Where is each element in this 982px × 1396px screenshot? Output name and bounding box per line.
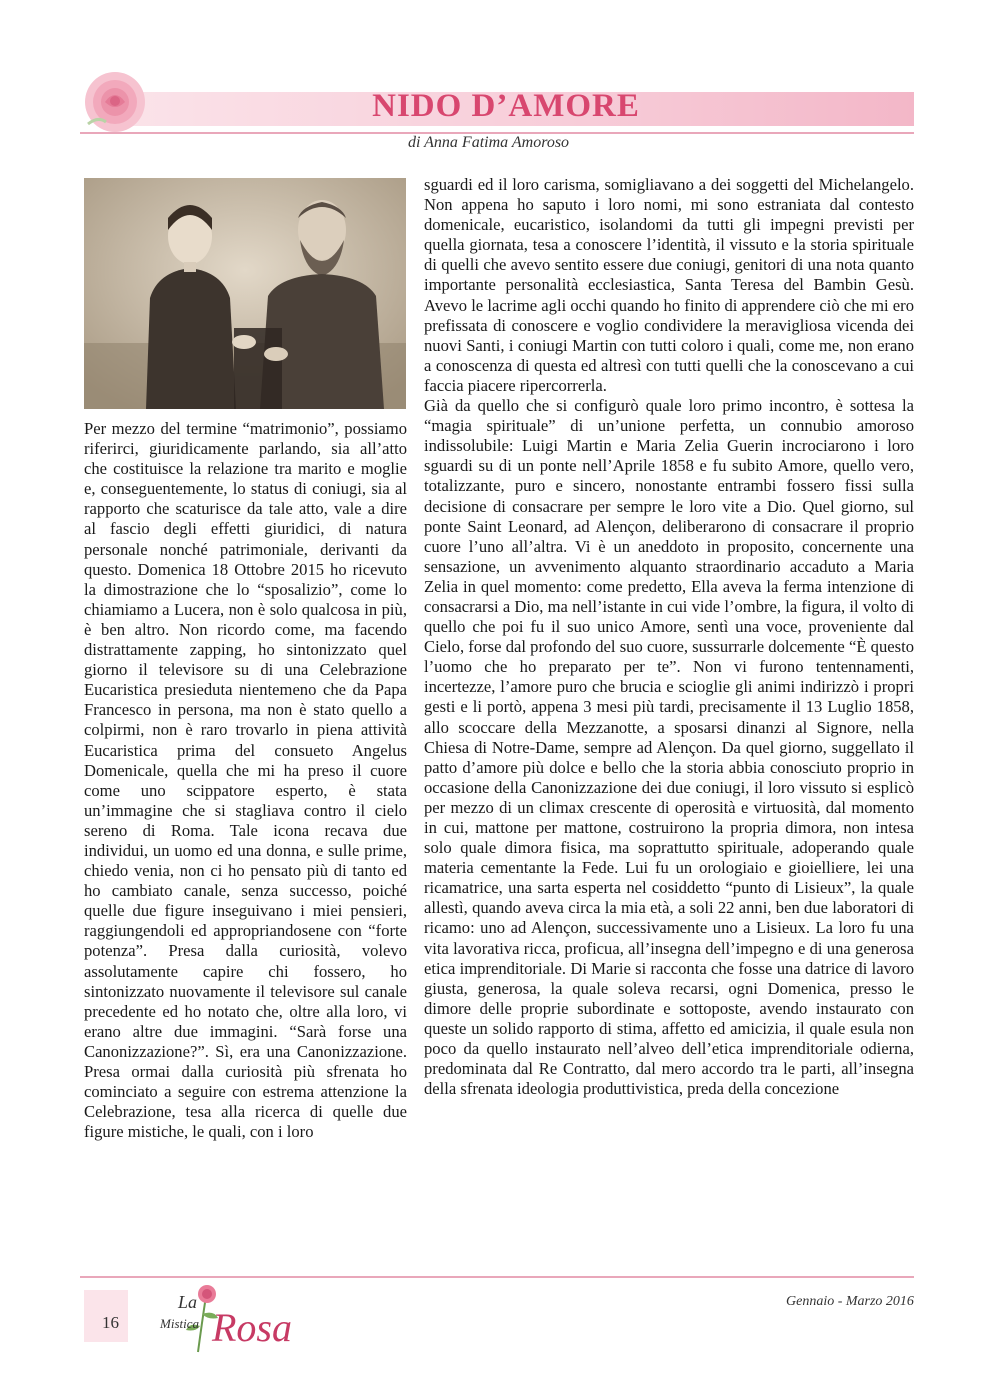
article-title: NIDO D’AMORE [372,88,640,124]
issue-date: Gennaio - Marzo 2016 [786,1294,914,1309]
vintage-couple-photo [84,178,406,409]
article-author: di Anna Fatima Amoroso [408,134,570,151]
article-paragraph: Già da quello che si configurò quale loro primo incontro, è sottesa la “magia spirituale” di un’unione perfetta, un connubio amoroso indissolubile: Luigi Martin e Maria Zelia Guerin incrociarono i loro sguardi su di un ponte nell’Aprile 1858 e fu subito Amore, quello vero, totalizzante, puro e sincero, nonostante entrambi fossero fissi sulla decisione di consacrare per sempre le loro vite a Dio. Quel giorno, sul ponte Saint Leonard, ad Alençon, deliberarono di consacrare il proprio cuore l’uno all’altra. Vi è un aneddoto in proposito, concernente una sensazione, un avvenimento alquanto straordinario accaduto a Maria Zelia in quel momento: come predetto, Ella aveva la ferma intenzione di consacrarsi a Dio, ma nell’istante in cui vide l’ombre, la figura, il volto di quello che poi fu il suo unico Amore, sentì una voce, proveniente dal Cielo, forse dal profondo del suo cuore, sussurrarle dolcemente “È questo l’uomo che ho preparato per te”. Non vi furono tentennamenti, incertezze, l’amore puro che brucia e scioglie gli animi indirizzò i propri gesti e li portò, appena 3 mesi più tardi, precisamente il 13 Luglio 1858, allo scoccare della Mezzanotte, a sposarsi dinanzi al Signore, nella Chiesa di Notre-Dame, sempre ad Alençon. Da quel giorno, suggellato il patto d’amore più dolce e bello che la storia abbia conosciuto proprio in occasione della Canonizzazione dei due coniugi, il loro vissuto si esplicò per mezzo di un climax crescente di operosità e virtuosità, dal momento in cui, mattone per mattone, costruirono la propria dimora, non intesa solo quale dimora fisica, ma soprattutto spirituale, adoperando quale materia cementante la Fede. Lui fu un orologiaio e gioielliere, lei una ricamatrice, una sarta esperta nel cosiddetto “punto di Lisieux”, la quale allestì, quando aveva circa la mia età, a soli 22 anni, ben due laboratori di ricamo: uno ad Alençon, successivamente uno a Lisieux. La loro fu una vita lavorativa ricca, proficua, all’insegna dell’impegno e di una generosa etica imprenditoriale. Di Marie si racconta che fosse una datrice di lavoro giusta, generosa, la quale soleva recarsi, ogni Domenica, presso le dimore delle proprie subordinate e sottoposte, avendo instaurato con queste un solido rapporto di stima, affetto ed amicizia, il quale esula non poco da quello instaurato nell’alveo dell’etica imprenditoriale odierna, predominata dal Re Contratto, dal mero accordo tra le parti, all’insegna della sfrenata ideologia produttivistica, preda della concezione [424,396,914,1099]
footer-divider [80,1276,914,1278]
article-paragraph: sguardi ed il loro carisma, somigliavano a dei soggetti del Michelangelo. Non appena ho saputo i loro nomi, mi sono estraniata dal contesto domenicale, eucaristico, isolandomi da tutti gli impegni previsti per quella giornata, tesa a conoscere l’identità, il vissuto e la storia spirituale di quelli che avevo sentito essere due coniugi, genitori di una nota quanto importante personalità ecclesiastica, Santa Teresa del Bambin Gesù. Avevo le lacrime agli occhi quando ho finito di apprendere ciò che mi ero prefissata di conoscere e voglio condividere la meravigliosa vicenda dei nuovi Santi, i coniugi Martin con tutti coloro i quali, come me, non erano a conoscenza di questa ed altresì con tutti quelli che la conoscevano a cui faccia piacere ripercorrerla. [424,175,914,395]
article-column-right [424,175,914,1245]
logo-text-rosa: Rosa [212,1305,292,1350]
page-number: 16 [102,1313,119,1332]
article-column-left [84,419,407,1243]
rose-icon [78,64,152,138]
logo-text-la: La [178,1292,198,1312]
logo-text-mistica: Mistica [160,1316,199,1331]
article-paragraph: Per mezzo del termine “matrimonio”, possiamo riferirci, giuridicamente parlando, sia all’atto che costituisce la relazione tra marito e moglie e, conseguentemente, lo status di coniugi, sia al rapporto che scaturisce da tale atto, vale a dire al fascio degli effetti giuridici, di natura personale nonché patrimoniale, derivanti da questo. Domenica 18 Ottobre 2015 ho ricevuto la dimostrazione che lo “sposalizio”, come lo chiamiamo a Lucera, non è solo qualcosa in più, è ben altro. Non ricordo come, ma facendo distrattamente zapping, ho sintonizzato quel giorno il televisore su di una Celebrazione Eucaristica presieduta nientemeno che da Papa Francesco in persona, ma non è stato quello a colpirmi, non è raro trovarlo in piena attività Eucaristica prima del consueto Angelus Domenicale, quella che mi ha preso il cuore come uno scippatore esperto, è stata un’immagine che si stagliava contro il cielo sereno di Roma. Tale icona recava due individui, un uomo ed una donna, e sulle prime, chiedo venia, non ci ho pensato più di tanto ed ho cambiato canale, senza successo, poiché quelle due figure inseguivano i miei pensieri, raggiungendoli ed appropriandosene con “forte potenza”. Presa dalla curiosità, volevo assolutamente capire chi fossero, ho sintonizzato nuovamente il televisore sul canale precedente ed ho notato che, oltre alla loro, vi erano altre due immagini. “Sarà forse una Canonizzazione?”. Sì, era una Canonizzazione. Presa ormai dalla curiosità più sfrenata ho cominciato a seguire con estrema attenzione la Celebrazione, tesa alla ricerca di quelle due figure mistiche, le quali, con i loro [84,419,407,1142]
